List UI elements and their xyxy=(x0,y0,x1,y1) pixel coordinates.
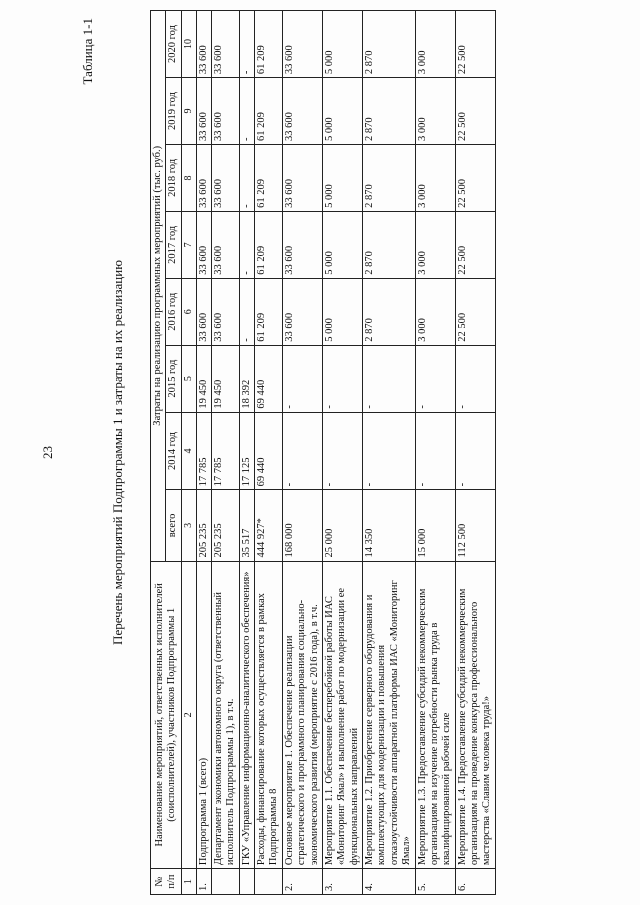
row-number: 1. xyxy=(196,869,211,895)
row-year-value: - xyxy=(239,278,254,345)
row-total-value: 25 000 xyxy=(322,490,362,561)
row-year-value: - xyxy=(415,412,455,490)
row-year-value: - xyxy=(239,11,254,78)
table-row xyxy=(415,11,455,895)
row-year-value: 33 600 xyxy=(282,211,322,278)
row-year-value: 5 000 xyxy=(322,144,362,211)
row-number: 5. xyxy=(415,869,455,895)
row-year-value: 33 600 xyxy=(196,278,211,345)
row-year-value: 33 600 xyxy=(282,78,322,145)
row-year-value: 61 209 xyxy=(255,11,283,78)
row-year-value: 3 000 xyxy=(415,211,455,278)
table-row xyxy=(363,11,416,895)
table-row xyxy=(455,11,495,895)
row-year-value: 33 600 xyxy=(211,211,239,278)
table-row xyxy=(255,11,283,895)
row-year-value: 33 600 xyxy=(282,144,322,211)
page-number: 23 xyxy=(40,446,55,459)
row-year-value: - xyxy=(239,211,254,278)
header-year: 2020 год xyxy=(166,11,181,78)
row-year-value: 33 600 xyxy=(211,144,239,211)
column-index: 6 xyxy=(181,278,196,345)
row-year-value: 33 600 xyxy=(196,78,211,145)
row-year-value: 5 000 xyxy=(322,78,362,145)
row-year-value: 2 870 xyxy=(363,211,416,278)
table-row xyxy=(211,11,239,895)
column-index: 9 xyxy=(181,78,196,145)
row-year-value: 17 125 xyxy=(239,412,254,490)
row-year-value: - xyxy=(363,412,416,490)
table-row xyxy=(322,11,362,895)
row-year-value: 61 209 xyxy=(255,144,283,211)
expenses-table xyxy=(150,10,496,895)
column-index: 3 xyxy=(181,490,196,561)
row-year-value: - xyxy=(282,412,322,490)
row-name: Подпрограмма 1 (всего) xyxy=(196,561,211,869)
row-total-value: 35 517 xyxy=(239,490,254,561)
column-index: 1 xyxy=(181,869,196,895)
row-name: Мероприятие 1.1. Обеспечение бесперебойной работы ИАС «Мониторинг Ямал» и выполнение работ по модернизации ее функциональных направлений xyxy=(322,561,362,869)
row-year-value: 22 500 xyxy=(455,78,495,145)
row-year-value: 33 600 xyxy=(196,144,211,211)
row-total-value: 15 000 xyxy=(415,490,455,561)
table-row xyxy=(239,11,254,895)
row-year-value: 2 870 xyxy=(363,144,416,211)
row-year-value: 19 450 xyxy=(211,345,239,412)
row-year-value: 5 000 xyxy=(322,11,362,78)
row-name: Расходы, финансирование которых осуществляется в рамках Подпрограммы 8 xyxy=(255,561,283,869)
column-index: 7 xyxy=(181,211,196,278)
row-year-value: 33 600 xyxy=(211,11,239,78)
row-number xyxy=(255,869,283,895)
row-year-value: 3 000 xyxy=(415,144,455,211)
row-year-value: 19 450 xyxy=(196,345,211,412)
row-year-value: - xyxy=(415,345,455,412)
row-year-value: 33 600 xyxy=(211,78,239,145)
table-row xyxy=(282,11,322,895)
row-year-value: 22 500 xyxy=(455,11,495,78)
row-year-value: - xyxy=(239,78,254,145)
row-year-value: 3 000 xyxy=(415,11,455,78)
header-year: 2019 год xyxy=(166,78,181,145)
table-label: Таблица 1-1 xyxy=(80,18,95,85)
row-year-value: 2 870 xyxy=(363,278,416,345)
row-number: 4. xyxy=(363,869,416,895)
row-year-value: 17 785 xyxy=(196,412,211,490)
row-year-value: - xyxy=(322,412,362,490)
column-index-row xyxy=(181,11,196,895)
row-year-value: 3 000 xyxy=(415,78,455,145)
header-name: Наименование мероприятий, ответственных исполнителей (соисполнителей), участников Подпрограммы 1 xyxy=(151,561,182,869)
row-name: Департамент экономики автономного округа (ответственный исполнитель Подпрограммы 1), в т.ч. xyxy=(211,561,239,869)
row-year-value: 69 440 xyxy=(255,345,283,412)
row-year-value: 33 600 xyxy=(196,211,211,278)
row-year-value: 3 000 xyxy=(415,278,455,345)
row-name: Мероприятие 1.3. Предоставление субсидий некоммерческим организациям на изучение потребности рынка труда в квалифицированной рабочей силе xyxy=(415,561,455,869)
row-year-value: 18 392 xyxy=(239,345,254,412)
row-year-value: 22 500 xyxy=(455,211,495,278)
column-index: 10 xyxy=(181,11,196,78)
row-year-value: - xyxy=(455,345,495,412)
row-number xyxy=(239,869,254,895)
header-year: 2014 год xyxy=(166,412,181,490)
row-year-value: 5 000 xyxy=(322,278,362,345)
row-name: Мероприятие 1.2. Приобретение серверного оборудования и комплектующих для модернизации и повышения отказоустойчивости аппаратной платформы ИАС «Мониторинг Ямал» xyxy=(363,561,416,869)
document-title: Перечень мероприятий Подпрограммы 1 и затраты на их реализацию xyxy=(110,260,125,645)
row-number: 2. xyxy=(282,869,322,895)
column-index: 8 xyxy=(181,144,196,211)
row-year-value: 33 600 xyxy=(211,278,239,345)
column-index: 2 xyxy=(181,561,196,869)
row-year-value: 2 870 xyxy=(363,11,416,78)
column-index: 5 xyxy=(181,345,196,412)
row-year-value: 33 600 xyxy=(282,11,322,78)
row-year-value: 61 209 xyxy=(255,278,283,345)
table-row xyxy=(196,11,211,895)
row-total-value: 444 927* xyxy=(255,490,283,561)
header-num: № п/п xyxy=(151,869,182,895)
row-year-value: 61 209 xyxy=(255,78,283,145)
row-total-value: 205 235 xyxy=(211,490,239,561)
row-year-value: - xyxy=(282,345,322,412)
row-name: Мероприятие 1.4. Предоставление субсидий некоммерческим организациям на проведение конкурса профессионального мастерства «Славим человека труда!» xyxy=(455,561,495,869)
header-year: 2016 год xyxy=(166,278,181,345)
row-year-value: 33 600 xyxy=(282,278,322,345)
row-number: 3. xyxy=(322,869,362,895)
row-year-value: 33 600 xyxy=(196,11,211,78)
header-year: 2018 год xyxy=(166,144,181,211)
row-total-value: 14 350 xyxy=(363,490,416,561)
row-year-value: - xyxy=(455,412,495,490)
row-year-value: 22 500 xyxy=(455,278,495,345)
row-year-value: - xyxy=(322,345,362,412)
row-number xyxy=(211,869,239,895)
header-total: всего xyxy=(166,490,181,561)
row-year-value: - xyxy=(363,345,416,412)
row-year-value: 22 500 xyxy=(455,144,495,211)
row-name: ГКУ «Управление информационно-аналитического обеспечения» xyxy=(239,561,254,869)
row-year-value: 5 000 xyxy=(322,211,362,278)
header-costs-group: Затраты на реализацию программных мероприятий (тыс. руб.) xyxy=(151,11,166,562)
header-year: 2015 год xyxy=(166,345,181,412)
row-year-value: 17 785 xyxy=(211,412,239,490)
row-total-value: 168 000 xyxy=(282,490,322,561)
row-number: 6. xyxy=(455,869,495,895)
row-name: Основное мероприятие 1. Обеспечение реализации стратегического и программного планирования социально-экономического развития (мероприятие с 2016 года), в т.ч. xyxy=(282,561,322,869)
row-total-value: 112 500 xyxy=(455,490,495,561)
column-index: 4 xyxy=(181,412,196,490)
row-year-value: - xyxy=(239,144,254,211)
row-year-value: 69 440 xyxy=(255,412,283,490)
row-year-value: 2 870 xyxy=(363,78,416,145)
header-year: 2017 год xyxy=(166,211,181,278)
table-body xyxy=(196,11,495,895)
row-year-value: 61 209 xyxy=(255,211,283,278)
row-total-value: 205 235 xyxy=(196,490,211,561)
